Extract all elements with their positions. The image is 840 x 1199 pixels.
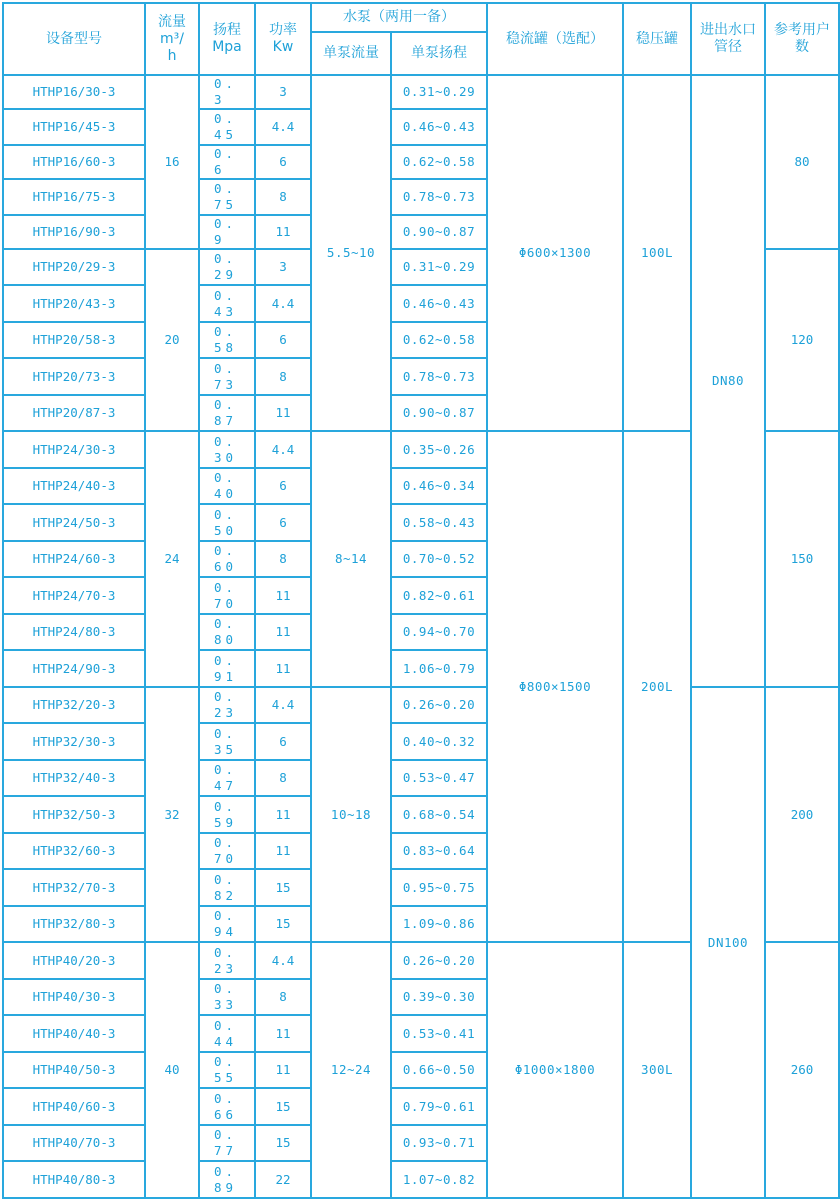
model-cell: HTHP20/87-3 — [3, 395, 145, 431]
pump-flow-cell: 5.5~10 — [311, 75, 391, 431]
head-cell — [199, 687, 255, 723]
head-value: 0.33 — [214, 981, 238, 1012]
head-cell — [199, 906, 255, 942]
pump-flow-cell: 10~18 — [311, 687, 391, 942]
pressure-tank-cell: 300L — [623, 942, 691, 1198]
model-cell: HTHP40/80-3 — [3, 1161, 145, 1198]
power-cell: 4.4 — [255, 431, 311, 468]
pressure-tank-cell: 200L — [623, 431, 691, 942]
head-cell — [199, 869, 255, 906]
pump-head-cell: 0.31~0.29 — [391, 75, 487, 109]
power-cell: 3 — [255, 75, 311, 109]
model-cell: HTHP32/50-3 — [3, 796, 145, 833]
head-cell — [199, 395, 255, 431]
power-cell: 11 — [255, 833, 311, 869]
pump-head-cell: 1.07~0.82 — [391, 1161, 487, 1198]
users-cell: 260 — [765, 942, 839, 1198]
head-cell — [199, 979, 255, 1015]
head-value: 0.30 — [214, 433, 238, 465]
pump-head-cell: 0.31~0.29 — [391, 249, 487, 285]
pump-head-cell: 0.62~0.58 — [391, 145, 487, 179]
users-cell: 200 — [765, 687, 839, 942]
model-cell: HTHP40/50-3 — [3, 1052, 145, 1088]
head-cell — [199, 760, 255, 796]
pump-head-cell: 1.06~0.79 — [391, 650, 487, 687]
head-value: 0.44 — [214, 1017, 238, 1049]
power-cell: 4.4 — [255, 285, 311, 322]
power-cell: 15 — [255, 906, 311, 942]
flow-cell: 32 — [145, 687, 199, 942]
stabilizer-cell: Φ600×1300 — [487, 75, 623, 431]
power-cell: 15 — [255, 1088, 311, 1125]
head-value: 0.29 — [214, 251, 238, 282]
power-cell: 22 — [255, 1161, 311, 1198]
header-pump-head: 单泵扬程 — [391, 32, 487, 75]
pump-head-cell: 0.94~0.70 — [391, 614, 487, 650]
head-cell — [199, 249, 255, 285]
power-cell: 6 — [255, 145, 311, 179]
power-cell: 11 — [255, 395, 311, 431]
pump-head-cell: 0.70~0.52 — [391, 541, 487, 577]
pump-head-cell: 0.83~0.64 — [391, 833, 487, 869]
power-cell: 3 — [255, 249, 311, 285]
pump-head-cell: 0.82~0.61 — [391, 577, 487, 614]
head-cell — [199, 1015, 255, 1052]
pump-head-cell: 0.66~0.50 — [391, 1052, 487, 1088]
pump-head-cell: 0.78~0.73 — [391, 179, 487, 215]
head-value: 0.60 — [214, 543, 238, 574]
header-model: 设备型号 — [3, 3, 145, 75]
head-value: 0.23 — [214, 944, 238, 976]
head-value: 0.45 — [214, 111, 238, 142]
flow-cell: 24 — [145, 431, 199, 687]
head-cell — [199, 504, 255, 541]
head-cell — [199, 1125, 255, 1161]
head-value: 0.77 — [214, 1127, 238, 1158]
head-value: 0.55 — [214, 1054, 238, 1085]
power-cell: 6 — [255, 504, 311, 541]
pump-head-cell: 0.46~0.34 — [391, 468, 487, 504]
power-cell: 6 — [255, 723, 311, 760]
head-value: 0.75 — [214, 181, 238, 212]
table-row — [3, 687, 839, 723]
head-value: 0.9 — [214, 216, 238, 247]
head-value: 0.70 — [214, 835, 238, 866]
flow-cell: 20 — [145, 249, 199, 431]
head-value: 0.3 — [214, 76, 238, 107]
model-cell: HTHP20/73-3 — [3, 358, 145, 395]
stabilizer-cell: Φ1000×1800 — [487, 942, 623, 1198]
model-cell: HTHP32/80-3 — [3, 906, 145, 942]
model-cell: HTHP24/50-3 — [3, 504, 145, 541]
model-cell: HTHP32/60-3 — [3, 833, 145, 869]
table-body — [3, 75, 839, 1198]
power-cell: 8 — [255, 179, 311, 215]
model-cell: HTHP24/80-3 — [3, 614, 145, 650]
model-cell: HTHP24/60-3 — [3, 541, 145, 577]
model-cell: HTHP40/60-3 — [3, 1088, 145, 1125]
header-flow — [145, 3, 199, 75]
model-cell: HTHP16/30-3 — [3, 75, 145, 109]
pump-head-cell: 0.26~0.20 — [391, 687, 487, 723]
header-pipe: 进出水口管径 — [691, 3, 765, 75]
pump-head-cell: 0.53~0.47 — [391, 760, 487, 796]
table-header — [3, 3, 839, 75]
head-cell — [199, 358, 255, 395]
head-value: 0.47 — [214, 762, 238, 793]
model-cell: HTHP24/40-3 — [3, 468, 145, 504]
power-cell: 8 — [255, 541, 311, 577]
header-head-label: 扬程 — [213, 22, 241, 38]
pump-head-cell: 1.09~0.86 — [391, 906, 487, 942]
pump-head-cell: 0.78~0.73 — [391, 358, 487, 395]
model-cell: HTHP24/30-3 — [3, 431, 145, 468]
model-cell: HTHP40/70-3 — [3, 1125, 145, 1161]
model-cell: HTHP20/29-3 — [3, 249, 145, 285]
power-cell: 15 — [255, 1125, 311, 1161]
model-cell: HTHP16/45-3 — [3, 109, 145, 145]
pipe-cell: DN80 — [691, 75, 765, 687]
power-cell: 11 — [255, 650, 311, 687]
head-cell — [199, 1052, 255, 1088]
head-value: 0.6 — [214, 146, 238, 177]
pressure-tank-cell: 100L — [623, 75, 691, 431]
pump-head-cell: 0.58~0.43 — [391, 504, 487, 541]
header-power-unit: Kw — [272, 39, 294, 55]
users-cell: 150 — [765, 431, 839, 687]
pump-head-cell: 0.95~0.75 — [391, 869, 487, 906]
head-cell — [199, 322, 255, 358]
head-cell — [199, 1088, 255, 1125]
users-cell: 120 — [765, 249, 839, 431]
head-cell — [199, 541, 255, 577]
pump-head-cell: 0.46~0.43 — [391, 285, 487, 322]
power-cell: 4.4 — [255, 942, 311, 979]
model-cell: HTHP32/20-3 — [3, 687, 145, 723]
head-value: 0.82 — [214, 871, 238, 903]
pump-head-cell: 0.35~0.26 — [391, 431, 487, 468]
pump-flow-cell: 8~14 — [311, 431, 391, 687]
model-cell: HTHP20/58-3 — [3, 322, 145, 358]
head-cell — [199, 942, 255, 979]
header-flow-unit-a: m³/ — [160, 30, 184, 47]
header-users: 参考用户数 — [765, 3, 839, 75]
model-cell: HTHP32/40-3 — [3, 760, 145, 796]
model-cell: HTHP20/43-3 — [3, 285, 145, 322]
power-cell: 8 — [255, 979, 311, 1015]
pipe-cell: DN100 — [691, 687, 765, 1198]
model-cell: HTHP32/30-3 — [3, 723, 145, 760]
power-cell: 11 — [255, 1015, 311, 1052]
header-pump-flow: 单泵流量 — [311, 32, 391, 75]
head-cell — [199, 577, 255, 614]
head-cell — [199, 285, 255, 322]
power-cell: 11 — [255, 1052, 311, 1088]
pump-head-cell: 0.46~0.43 — [391, 109, 487, 145]
head-value: 0.94 — [214, 908, 238, 939]
head-value: 0.35 — [214, 725, 238, 757]
head-cell — [199, 614, 255, 650]
head-value: 0.87 — [214, 397, 238, 428]
head-value: 0.73 — [214, 360, 238, 392]
power-cell: 4.4 — [255, 687, 311, 723]
pump-head-cell: 0.90~0.87 — [391, 215, 487, 249]
model-cell: HTHP32/70-3 — [3, 869, 145, 906]
pump-head-cell: 0.62~0.58 — [391, 322, 487, 358]
pump-spec-table — [2, 2, 840, 1199]
power-cell: 11 — [255, 215, 311, 249]
head-cell — [199, 179, 255, 215]
head-cell — [199, 145, 255, 179]
head-value: 0.70 — [214, 579, 238, 611]
header-head — [199, 3, 255, 75]
model-cell: HTHP16/90-3 — [3, 215, 145, 249]
pump-flow-cell: 12~24 — [311, 942, 391, 1198]
model-cell: HTHP40/30-3 — [3, 979, 145, 1015]
flow-cell: 40 — [145, 942, 199, 1198]
head-value: 0.40 — [214, 470, 238, 501]
head-cell — [199, 215, 255, 249]
model-cell: HTHP40/20-3 — [3, 942, 145, 979]
pump-head-cell: 0.39~0.30 — [391, 979, 487, 1015]
pump-head-cell: 0.53~0.41 — [391, 1015, 487, 1052]
model-cell: HTHP40/40-3 — [3, 1015, 145, 1052]
power-cell: 4.4 — [255, 109, 311, 145]
power-cell: 8 — [255, 760, 311, 796]
head-value: 0.91 — [214, 652, 238, 684]
model-cell: HTHP16/60-3 — [3, 145, 145, 179]
header-pressure-tank: 稳压罐 — [623, 3, 691, 75]
pump-head-cell: 0.90~0.87 — [391, 395, 487, 431]
header-flow-unit-b: h — [167, 47, 177, 64]
header-pump-group: 水泵（两用一备） — [311, 3, 487, 32]
header-flow-label: 流量 — [158, 13, 186, 30]
pump-head-cell: 0.68~0.54 — [391, 796, 487, 833]
users-cell: 80 — [765, 75, 839, 249]
power-cell: 8 — [255, 358, 311, 395]
head-cell — [199, 468, 255, 504]
model-cell: HTHP16/75-3 — [3, 179, 145, 215]
pump-head-cell: 0.40~0.32 — [391, 723, 487, 760]
head-value: 0.23 — [214, 689, 238, 720]
head-value: 0.43 — [214, 287, 238, 319]
stabilizer-cell: Φ800×1500 — [487, 431, 623, 942]
header-power-label: 功率 — [269, 22, 297, 38]
pump-head-cell: 0.93~0.71 — [391, 1125, 487, 1161]
model-cell: HTHP24/70-3 — [3, 577, 145, 614]
head-value: 0.50 — [214, 506, 238, 538]
power-cell: 11 — [255, 614, 311, 650]
power-cell: 15 — [255, 869, 311, 906]
head-value: 0.89 — [214, 1163, 238, 1195]
head-cell — [199, 75, 255, 109]
head-value: 0.59 — [214, 798, 238, 830]
power-cell: 6 — [255, 468, 311, 504]
head-cell — [199, 650, 255, 687]
model-cell: HTHP24/90-3 — [3, 650, 145, 687]
header-power — [255, 3, 311, 75]
head-value: 0.66 — [214, 1090, 238, 1122]
head-cell — [199, 109, 255, 145]
header-head-unit: Mpa — [212, 39, 242, 55]
table-row — [3, 75, 839, 109]
power-cell: 6 — [255, 322, 311, 358]
head-value: 0.80 — [214, 616, 238, 647]
header-stabilizer: 稳流罐（选配） — [487, 3, 623, 75]
head-cell — [199, 1161, 255, 1198]
flow-cell: 16 — [145, 75, 199, 249]
pump-head-cell: 0.26~0.20 — [391, 942, 487, 979]
power-cell: 11 — [255, 577, 311, 614]
head-cell — [199, 833, 255, 869]
power-cell: 11 — [255, 796, 311, 833]
head-cell — [199, 723, 255, 760]
head-value: 0.58 — [214, 324, 238, 355]
pump-head-cell: 0.79~0.61 — [391, 1088, 487, 1125]
head-cell — [199, 796, 255, 833]
head-cell — [199, 431, 255, 468]
